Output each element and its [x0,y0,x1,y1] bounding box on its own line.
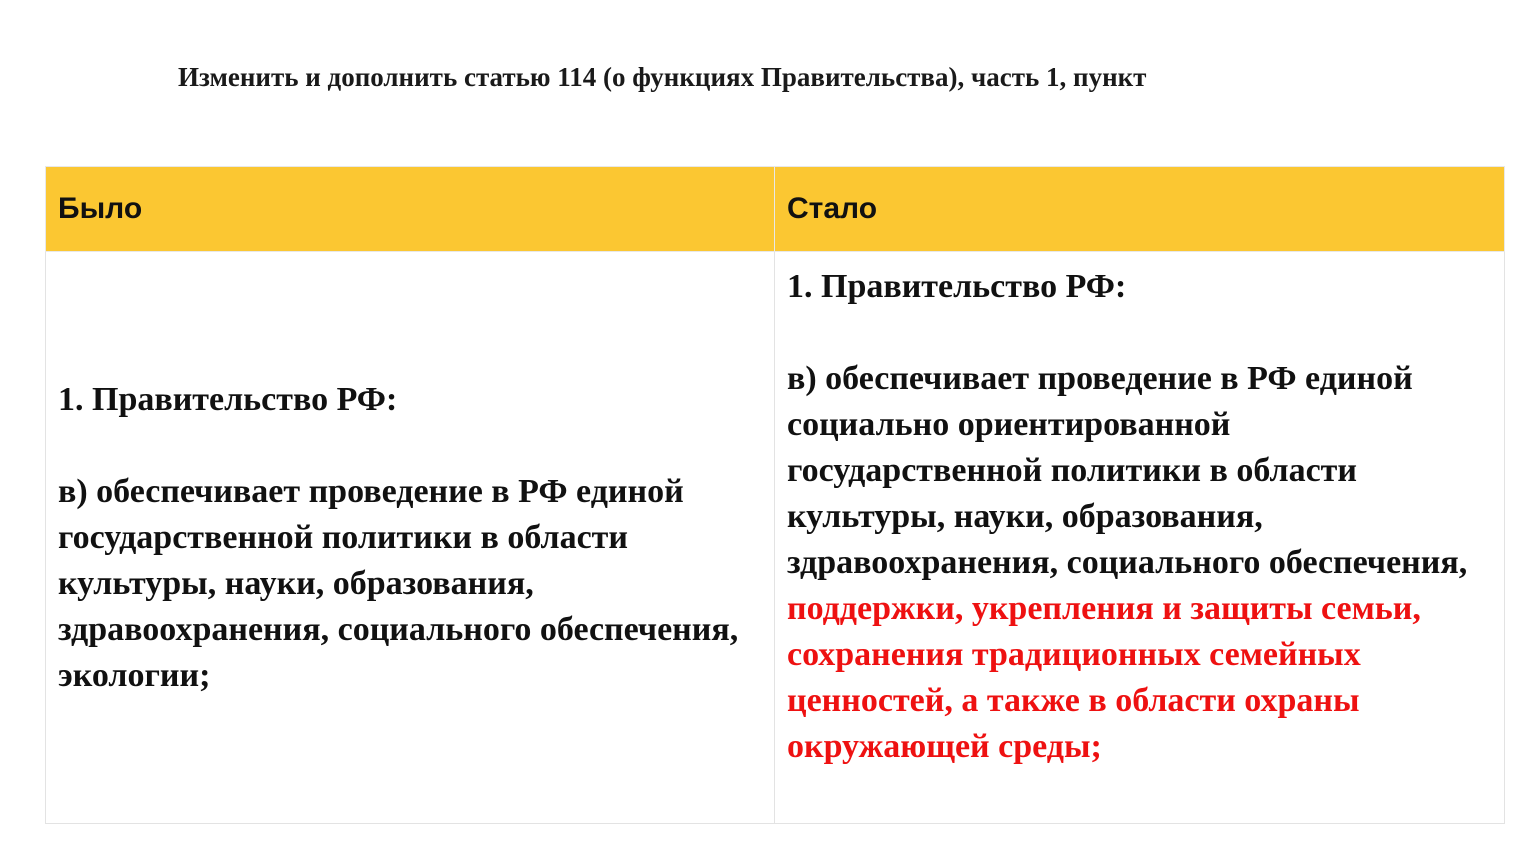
new-added-text: поддержки, укрепления и защиты семьи, сохранения традиционных семейных ценностей, а также в области охраны окружающей среды; [787,590,1421,765]
paragraph-gap [787,310,1494,356]
new-text-cell [775,252,1505,824]
header-new: Стало [775,167,1505,252]
old-heading: 1. Правительство РФ: [58,380,398,418]
old-text: в) обеспечивает проведение в РФ единой государственной политики в области культуры, науки, образования, здравоохранения, социального обеспечения, экологии; [58,472,739,694]
new-heading: 1. Правительство РФ: [787,268,1127,305]
comparison-table [45,166,1505,824]
new-text-paragraph [787,356,1494,770]
page-title: Изменить и дополнить статью 114 (о функциях Правительства), часть 1, пункт [178,62,1147,92]
old-text-cell [46,252,775,824]
header-old: Было [46,167,775,252]
new-text: в) обеспечивает проведение в РФ единой социально ориентированной государственной политики в области культуры, науки, образования, здравоохранения, социального обеспечения, [787,360,1468,581]
table-header-row [46,167,1505,252]
paragraph-gap [58,423,764,469]
table-row [46,252,1505,824]
